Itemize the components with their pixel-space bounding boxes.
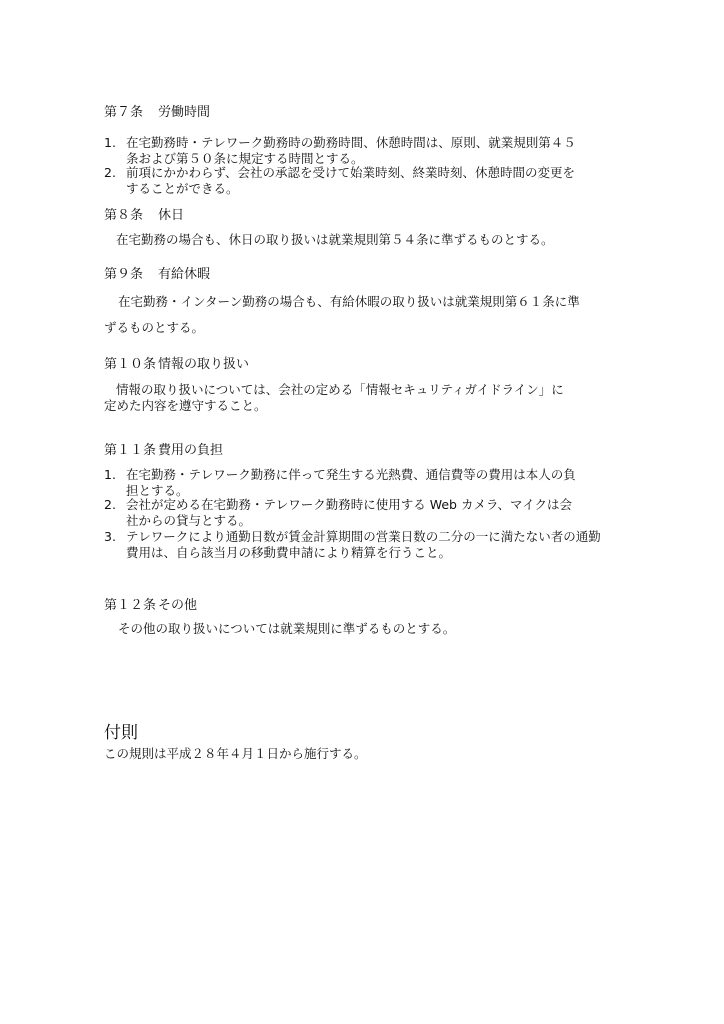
supplementary-title: 付則 (104, 723, 138, 743)
article-7-item-2 (104, 165, 575, 197)
list-marker: 1. (104, 135, 116, 150)
article-9-heading (104, 266, 210, 284)
article-11-item-2 (104, 497, 572, 529)
list-marker: 2. (104, 165, 116, 180)
article-9-number: 第９条 (104, 267, 144, 282)
list-text-line: 在宅勤務・テレワーク勤務に伴って発生する光熱費、通信費等の費用は本人の負 (126, 467, 576, 482)
article-9-body-line-1: 在宅勤務・インターン勤務の場合も、有給休暇の取り扱いは就業規則第６１条に準 (118, 294, 580, 309)
article-11-item-1 (104, 467, 576, 499)
article-11-heading (104, 442, 223, 460)
list-marker: 3. (104, 529, 116, 544)
article-9-body-line-2: ずるものとする。 (104, 320, 205, 335)
supplementary-body: この規則は平成２８年４月１日から施行する。 (104, 746, 367, 761)
article-8-body: 在宅勤務の場合も、休日の取り扱いは就業規則第５４条に準ずるものとする。 (116, 232, 554, 247)
article-12-heading (104, 597, 197, 615)
list-text-line: 費用は、自ら該当月の移動費申請により精算を行うこと。 (126, 545, 452, 560)
list-marker: 1. (104, 467, 116, 482)
article-10-heading (104, 356, 249, 374)
article-12-number: 第１２条 (104, 598, 157, 613)
article-8-number: 第８条 (104, 208, 144, 223)
list-text-line: 社からの貸与とする。 (126, 513, 252, 528)
article-9-title: 有給休暇 (158, 267, 211, 282)
article-11-item-3 (104, 529, 601, 561)
list-text-line: することができる。 (126, 181, 239, 196)
article-12-body: その他の取り扱いについては就業規則に準ずるものとする。 (118, 621, 456, 636)
article-10-body-line-1: 情報の取り扱いについては、会社の定める「情報セキュリティガイドライン」に (116, 382, 564, 397)
article-12-title: その他 (158, 598, 198, 613)
article-7-item-1 (104, 135, 576, 167)
article-10-body-line-2: 定めた内容を遵守すること。 (104, 398, 267, 413)
list-text-line: 条および第５０条に規定する時間とする。 (126, 151, 364, 166)
list-marker: 2. (104, 497, 116, 512)
article-7-title: 労働時間 (158, 105, 211, 120)
article-10-number: 第１０条 (104, 357, 157, 372)
article-7-heading (104, 104, 210, 122)
article-8-heading (104, 207, 184, 225)
article-10-title: 情報の取り扱い (158, 357, 250, 372)
list-text-line: テレワークにより通勤日数が賃金計算期間の営業日数の二分の一に満たない者の通勤 (126, 529, 601, 544)
list-text-line: 担とする。 (126, 483, 189, 498)
article-11-number: 第１１条 (104, 443, 157, 458)
list-text-line: 在宅勤務時・テレワーク勤務時の勤務時間、休憩時間は、原則、就業規則第４５ (126, 135, 576, 150)
article-11-title: 費用の負担 (158, 443, 224, 458)
list-text-line: 前項にかかわらず、会社の承認を受けて始業時刻、終業時刻、休憩時間の変更を (126, 165, 576, 180)
article-8-title: 休日 (158, 208, 185, 223)
article-7-number: 第７条 (104, 105, 144, 120)
list-text-line: 会社が定める在宅勤務・テレワーク勤務時に使用する Web カメラ、マイクは会 (126, 497, 572, 512)
